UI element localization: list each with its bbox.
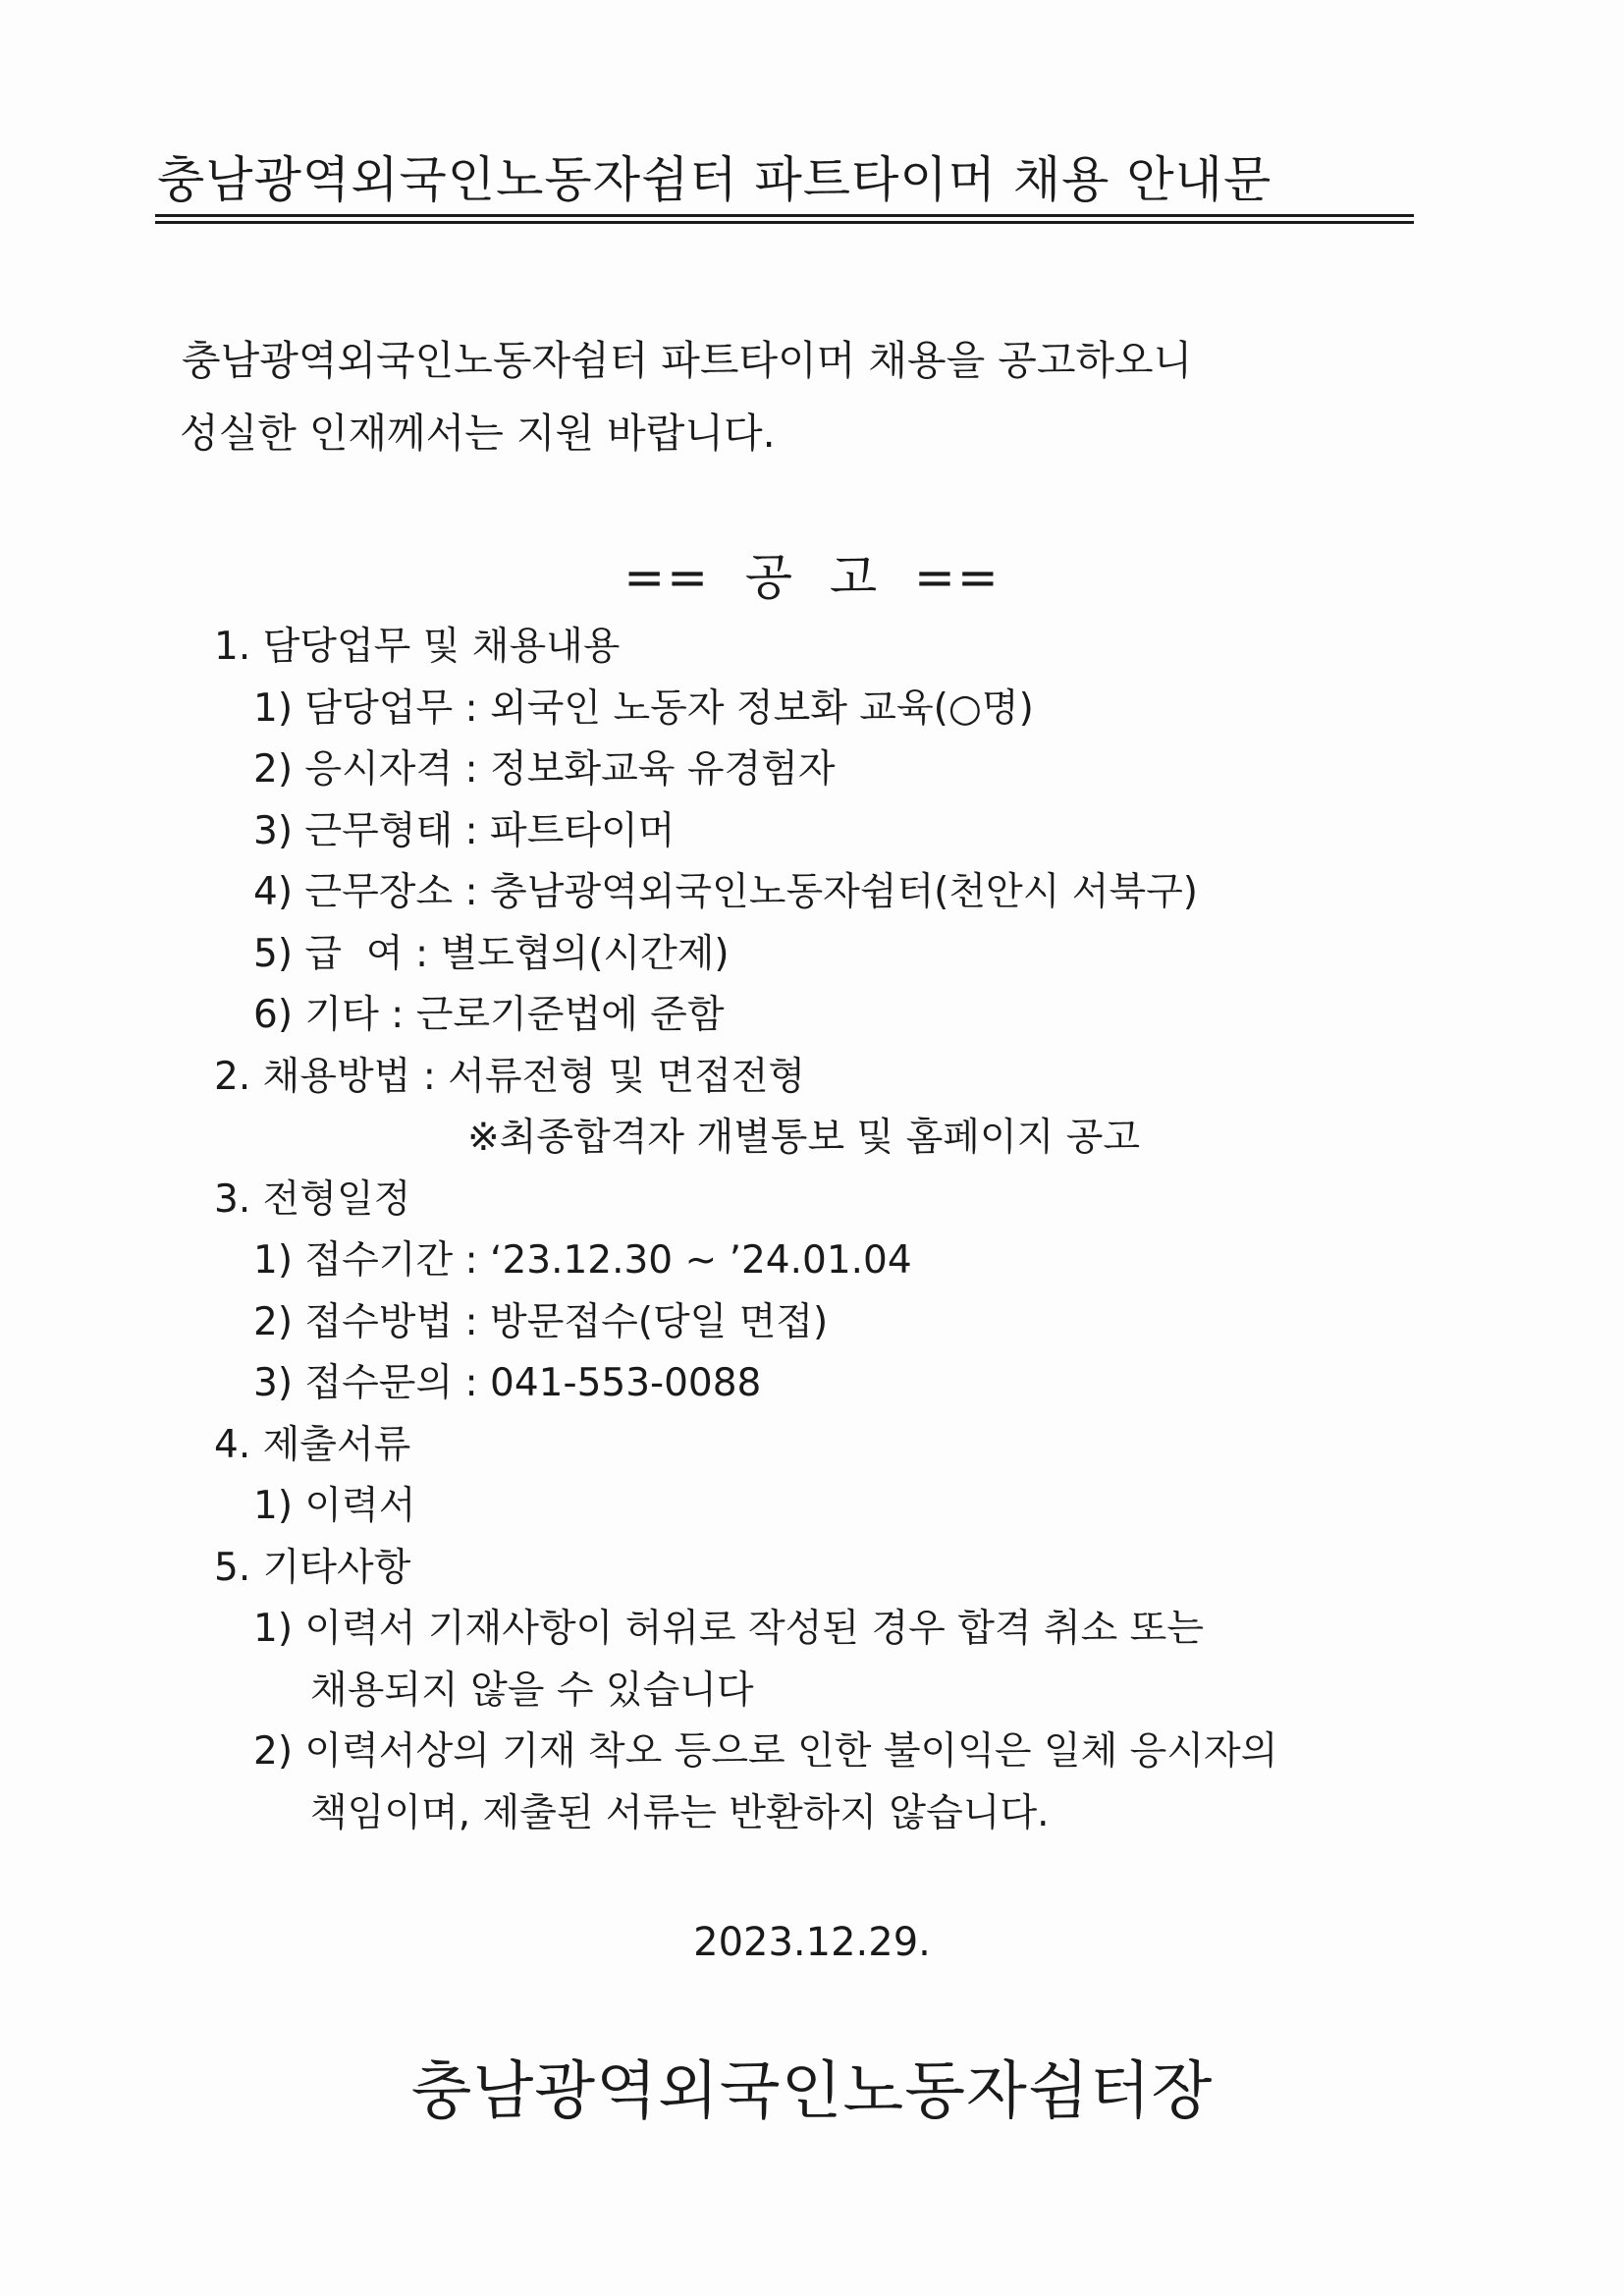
- issuer-signature: 충남광역외국인노동자쉼터장: [410, 2055, 1214, 2128]
- section-note: ※최종합격자 개별통보 및 홈페이지 공고: [467, 1116, 1141, 1160]
- section-heading: 4. 제출서류: [214, 1422, 411, 1467]
- section-heading: 3. 전형일정: [214, 1176, 411, 1222]
- list-item: 2) 이력서상의 기재 착오 등으로 인한 불이익은 일체 응시자의: [253, 1729, 1278, 1774]
- section-heading: 5. 기타사항: [214, 1545, 411, 1590]
- intro-line: 충남광역외국인노동자쉼터 파트타이머 채용을 공고하오니: [182, 337, 1193, 384]
- list-item: 6) 기타 : 근로기준법에 준함: [253, 993, 725, 1037]
- notice-heading: == 공 고 ==: [623, 549, 1001, 606]
- list-item: 2) 접수방법 : 방문접수(당일 면접): [253, 1299, 829, 1344]
- list-item: 1) 이력서: [253, 1484, 416, 1528]
- list-item-continuation: 채용되지 않을 수 있습니다: [310, 1667, 754, 1713]
- list-item: 3) 근무형태 : 파트타이머: [253, 808, 676, 853]
- list-item: 1) 접수기간 : ‘23.12.30 ~ ’24.01.04: [253, 1238, 912, 1283]
- list-item: 3) 접수문의 : 041-553-0088: [253, 1361, 762, 1405]
- list-item-continuation: 책임이며, 제출된 서류는 반환하지 않습니다.: [310, 1790, 1050, 1835]
- title-underline: [155, 214, 1414, 217]
- section-heading: 1. 담당업무 및 채용내용: [214, 625, 621, 669]
- intro-line: 성실한 인재께서는 지원 바랍니다.: [180, 410, 776, 457]
- intro-paragraph: [182, 324, 1192, 469]
- list-item: 2) 응시자격 : 정보화교육 유경험자: [253, 747, 836, 792]
- document-date: 2023.12.29.: [693, 1920, 931, 1965]
- list-item: 5) 급 여 : 별도협의(시간제): [253, 931, 730, 976]
- document-title: 충남광역외국인노동자쉼터 파트타이머 채용 안내문: [157, 151, 1272, 208]
- list-item: 4) 근무장소 : 충남광역외국인노동자쉼터(천안시 서북구): [253, 870, 1199, 914]
- title-underline: [155, 221, 1414, 224]
- list-item: 1) 이력서 기재사항이 허위로 작성된 경우 합격 취소 또는: [253, 1607, 1205, 1651]
- notice-body: [214, 617, 1277, 1844]
- section-heading: 2. 채용방법 : 서류전형 및 면접전형: [214, 1054, 806, 1099]
- list-item: 1) 담당업무 : 외국인 노동자 정보화 교육(○명): [253, 685, 1034, 731]
